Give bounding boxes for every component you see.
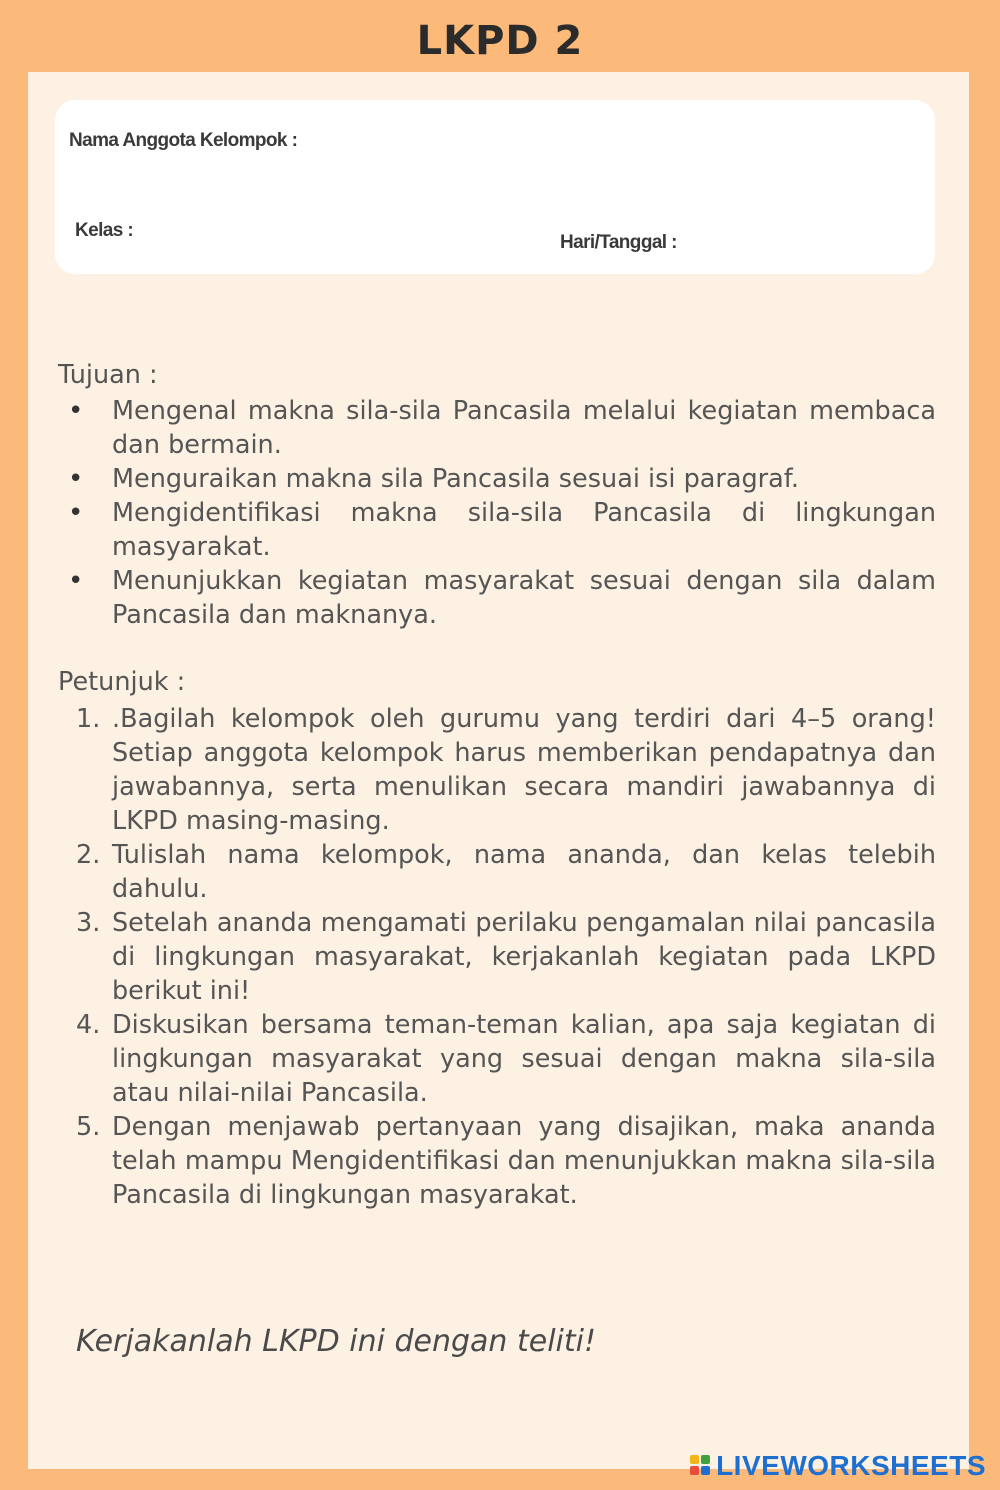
page-title: LKPD 2 xyxy=(416,18,584,64)
petunjuk-heading: Petunjuk : xyxy=(58,667,186,697)
bullet-icon: • xyxy=(68,566,84,596)
student-info-card xyxy=(55,100,935,274)
petunjuk-list xyxy=(58,702,936,1212)
worksheet-panel xyxy=(28,72,969,1469)
list-item: 4. Diskusikan bersama teman-teman kalian, apa saja kegiatan di lingkungan masyarakat yang sesuai dengan makna sila-sila atau nilai-nilai Pancasila. xyxy=(76,1010,936,1108)
liveworksheets-logo-icon xyxy=(690,1455,712,1477)
tujuan-heading: Tujuan : xyxy=(58,360,158,390)
list-item: 1. .Bagilah kelompok oleh gurumu yang terdiri dari 4–5 orang! Setiap anggota kelompok harus memberikan pendapatnya dan jawabannya, serta menulikan secara mandiri jawabannya di LKPD masing-masing. xyxy=(76,704,936,836)
tujuan-list xyxy=(58,394,936,632)
date-label: Hari/Tanggal : xyxy=(560,232,677,253)
tujuan-section xyxy=(58,394,936,632)
list-item: • Mengenal makna sila-sila Pancasila melalui kegiatan membaca dan bermain. xyxy=(68,396,936,460)
list-item: 2. Tulislah nama kelompok, nama ananda, dan kelas telebih dahulu. xyxy=(76,840,936,904)
class-label: Kelas : xyxy=(75,220,134,241)
list-item: • Menunjukkan kegiatan masyarakat sesuai dengan sila dalam Pancasila dan maknanya. xyxy=(68,566,936,630)
list-item: • Mengidentifikasi makna sila-sila Pancasila di lingkungan masyarakat. xyxy=(68,498,936,562)
bullet-icon: • xyxy=(68,396,84,426)
brand-name: LIVEWORKSHEETS xyxy=(716,1450,986,1481)
liveworksheets-brand[interactable] xyxy=(690,1450,986,1482)
list-item: 5. Dengan menjawab pertanyaan yang disajikan, maka ananda telah mampu Mengidentifikasi dan menunjukkan makna sila-sila Pancasila di lingkungan masyarakat. xyxy=(76,1112,936,1210)
list-item: • Menguraikan makna sila Pancasila sesuai isi paragraf. xyxy=(68,464,800,494)
petunjuk-section xyxy=(58,702,936,1212)
closing-instruction: Kerjakanlah LKPD ini dengan teliti! xyxy=(76,1324,596,1359)
bullet-icon: • xyxy=(68,498,84,528)
list-item: 3. Setelah ananda mengamati perilaku pengamalan nilai pancasila di lingkungan masyarakat, kerjakanlah kegiatan pada LKPD berikut ini! xyxy=(76,908,936,1006)
group-members-label: Nama Anggota Kelompok : xyxy=(69,130,298,151)
bullet-icon: • xyxy=(68,464,84,494)
